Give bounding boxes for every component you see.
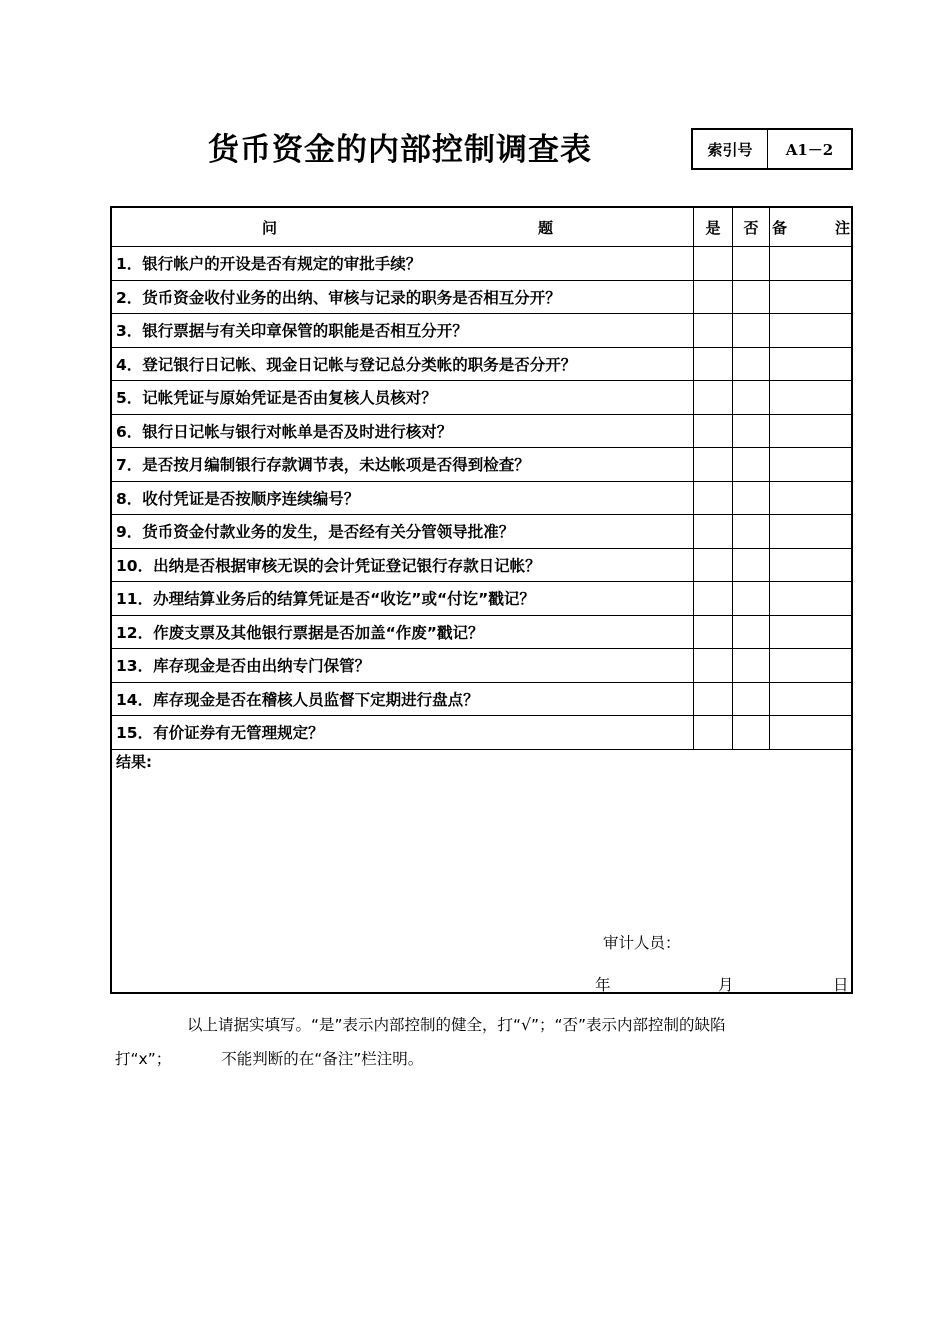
note-cell[interactable]: [770, 414, 853, 448]
question-text: 出纳是否根据审核无误的会计凭证登记银行存款日记帐？: [153, 556, 541, 575]
no-cell[interactable]: [733, 649, 770, 683]
question-cell: [112, 414, 694, 448]
note-cell[interactable]: [770, 548, 853, 582]
question-number: 14．: [116, 690, 154, 709]
table-row: [112, 381, 853, 415]
yes-cell[interactable]: [694, 347, 733, 381]
question-text: 银行票据与有关印章保管的职能是否相互分开？: [142, 322, 468, 341]
question-text: 货币资金付款业务的发生，是否经有关分管领导批准？: [142, 523, 515, 542]
yes-cell[interactable]: [694, 280, 733, 314]
question-number: 3．: [116, 322, 143, 341]
yes-cell[interactable]: [694, 448, 733, 482]
no-cell[interactable]: [733, 682, 770, 716]
question-cell: [112, 716, 694, 750]
question-cell: [112, 314, 694, 348]
table-row: [112, 582, 853, 616]
question-text: 登记银行日记帐、现金日记帐与登记总分类帐的职务是否分开？: [142, 355, 577, 374]
footer-line-2: [115, 1042, 853, 1076]
question-cell: [112, 448, 694, 482]
yes-cell[interactable]: [694, 716, 733, 750]
note-cell[interactable]: [770, 716, 853, 750]
page-title: 货币资金的内部控制调查表: [208, 132, 592, 168]
table-row: [112, 682, 853, 716]
no-cell[interactable]: [733, 582, 770, 616]
question-cell: [112, 582, 694, 616]
footer-line-2a: 打“x”；: [115, 1050, 172, 1068]
question-text: 记帐凭证与原始凭证是否由复核人员核对？: [142, 389, 437, 408]
footer-line-1: 以上请据实填写。“是”表示内部控制的健全，打“√”；“否”表示内部控制的缺陷: [187, 1016, 726, 1034]
table-row: [112, 716, 853, 750]
question-text: 库存现金是否由出纳专门保管？: [153, 657, 371, 676]
table-row: [112, 548, 853, 582]
question-cell: [112, 615, 694, 649]
note-cell[interactable]: [770, 314, 853, 348]
index-value: A1－2: [785, 140, 834, 159]
no-cell[interactable]: [733, 347, 770, 381]
question-text: 收付凭证是否按顺序连续编号？: [142, 489, 360, 508]
header-no: 否: [733, 208, 770, 247]
question-cell: [112, 481, 694, 515]
question-number: 9．: [116, 523, 143, 542]
no-cell[interactable]: [733, 247, 770, 281]
table-row: [112, 481, 853, 515]
table-row: [112, 347, 853, 381]
note-cell[interactable]: [770, 515, 853, 549]
table-row: [112, 414, 853, 448]
question-number: 6．: [116, 422, 143, 441]
note-cell[interactable]: [770, 481, 853, 515]
header-question-right: 题: [537, 218, 553, 237]
question-number: 12．: [116, 623, 154, 642]
footer-line-2b: 不能判断的在“备注”栏注明。: [221, 1050, 424, 1068]
question-text: 作废支票及其他银行票据是否加盖“作废”戳记？: [153, 623, 484, 642]
no-cell[interactable]: [733, 716, 770, 750]
note-cell[interactable]: [770, 448, 853, 482]
question-cell: [112, 347, 694, 381]
date-day: 日: [833, 976, 849, 994]
note-cell[interactable]: [770, 247, 853, 281]
question-text: 是否按月编制银行存款调节表，未达帐项是否得到检查？: [142, 456, 530, 475]
table-row: [112, 515, 853, 549]
table-row: [112, 615, 853, 649]
note-cell[interactable]: [770, 582, 853, 616]
header-question: [112, 208, 694, 247]
header-question-left: 问: [262, 218, 278, 237]
note-cell[interactable]: [770, 615, 853, 649]
header-note-right: 注: [834, 218, 850, 237]
question-text: 办理结算业务后的结算凭证是否“收讫”或“付讫”戳记？: [153, 590, 535, 609]
yes-cell[interactable]: [694, 515, 733, 549]
question-cell: [112, 381, 694, 415]
yes-cell[interactable]: [694, 548, 733, 582]
no-cell[interactable]: [733, 548, 770, 582]
footer-note: [115, 1008, 853, 1076]
note-cell[interactable]: [770, 381, 853, 415]
question-cell: [112, 515, 694, 549]
question-number: 10．: [116, 556, 154, 575]
result-section: [112, 749, 851, 992]
no-cell[interactable]: [733, 515, 770, 549]
question-number: 7．: [116, 456, 143, 475]
table-row: [112, 247, 853, 281]
question-cell: [112, 280, 694, 314]
question-cell: [112, 247, 694, 281]
table-row: [112, 280, 853, 314]
table-header-row: [112, 208, 853, 247]
result-label: 结果:: [116, 753, 152, 771]
no-cell[interactable]: [733, 280, 770, 314]
no-cell[interactable]: [733, 381, 770, 415]
question-number: 15．: [116, 724, 154, 743]
question-number: 13．: [116, 657, 154, 676]
question-number: 8．: [116, 489, 143, 508]
no-cell[interactable]: [733, 314, 770, 348]
date-month: 月: [718, 976, 734, 994]
survey-table-frame: [110, 206, 853, 994]
header-note: [770, 208, 853, 247]
question-cell: [112, 682, 694, 716]
question-text: 银行帐户的开设是否有规定的审批手续？: [142, 255, 422, 274]
table-row: [112, 448, 853, 482]
question-number: 4．: [116, 355, 143, 374]
date-year: 年: [595, 976, 611, 994]
yes-cell[interactable]: [694, 582, 733, 616]
question-number: 1．: [116, 255, 143, 274]
no-cell[interactable]: [733, 414, 770, 448]
yes-cell[interactable]: [694, 481, 733, 515]
header-yes: 是: [694, 208, 733, 247]
index-box: [691, 128, 853, 170]
note-cell[interactable]: [770, 280, 853, 314]
question-number: 2．: [116, 288, 143, 307]
no-cell[interactable]: [733, 615, 770, 649]
table-row: [112, 314, 853, 348]
question-cell: [112, 649, 694, 683]
yes-cell[interactable]: [694, 615, 733, 649]
note-cell[interactable]: [770, 649, 853, 683]
yes-cell[interactable]: [694, 682, 733, 716]
table-row: [112, 649, 853, 683]
question-number: 5．: [116, 389, 143, 408]
note-cell[interactable]: [770, 347, 853, 381]
yes-cell[interactable]: [694, 649, 733, 683]
question-text: 银行日记帐与银行对帐单是否及时进行核对？: [142, 422, 453, 441]
question-text: 库存现金是否在稽核人员监督下定期进行盘点？: [153, 690, 479, 709]
no-cell[interactable]: [733, 481, 770, 515]
survey-table: [111, 207, 853, 750]
question-cell: [112, 548, 694, 582]
no-cell[interactable]: [733, 448, 770, 482]
note-cell[interactable]: [770, 682, 853, 716]
yes-cell[interactable]: [694, 314, 733, 348]
question-number: 11．: [116, 590, 154, 609]
question-text: 货币资金收付业务的出纳、审核与记录的职务是否相互分开？: [142, 288, 561, 307]
yes-cell[interactable]: [694, 414, 733, 448]
yes-cell[interactable]: [694, 381, 733, 415]
yes-cell[interactable]: [694, 247, 733, 281]
header-note-left: 备: [772, 218, 788, 237]
auditor-label: 审计人员：: [603, 934, 681, 952]
question-text: 有价证券有无管理规定？: [153, 724, 324, 743]
index-label: 索引号: [693, 130, 768, 168]
